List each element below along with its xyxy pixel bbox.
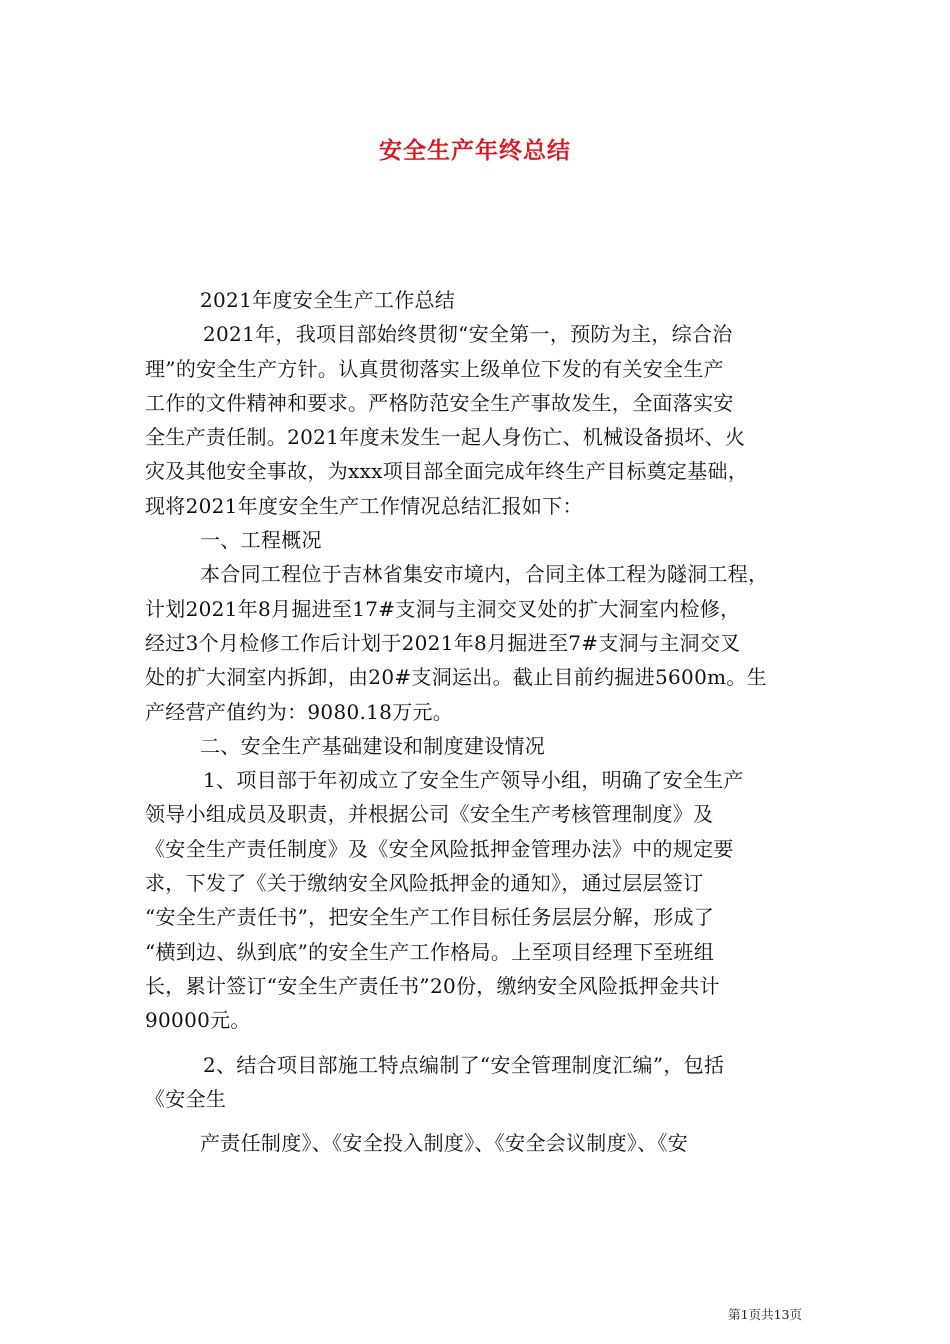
document-body bbox=[145, 283, 820, 1160]
paragraph-line: “横到边、纵到底”的安全生产工作格局。上至项目经理下至班组 bbox=[145, 939, 715, 964]
paragraph-line: 90000元。 bbox=[145, 1008, 251, 1033]
paragraph-line: 全生产责任制。2021年度未发生一起人身伤亡、机械设备损坏、火 bbox=[145, 425, 746, 450]
paragraph-line: 求，下发了《关于缴纳安全风险抵押金的通知》，通过层层签订 bbox=[145, 871, 704, 896]
paragraph-line: 《安全生产责任制度》及《安全风险抵押金管理办法》中的规定要 bbox=[145, 836, 734, 861]
paragraph-gap bbox=[145, 1038, 820, 1048]
paragraph-line: 领导小组成员及职责，并根据公司《安全生产考核管理制度》及 bbox=[145, 802, 714, 827]
paragraph-line: 产经营产值约为：9080.18万元。 bbox=[145, 699, 454, 724]
paragraph-line: 理”的安全生产方针。认真贯彻落实上级单位下发的有关安全生产 bbox=[145, 356, 724, 381]
paragraph-line: 工作的文件精神和要求。严格防范安全生产事故发生，全面落实安 bbox=[145, 390, 734, 415]
paragraph-line: 经过3个月检修工作后计划于2021年8月掘进至7#支洞与主洞交叉 bbox=[145, 630, 741, 655]
paragraph-gap bbox=[145, 1116, 820, 1126]
paragraph-line: 计划2021年8月掘进至17#支洞与主洞交叉处的扩大洞室内检修， bbox=[145, 596, 741, 621]
paragraph-line: 1、项目部于年初成立了安全生产领导小组，明确了安全生产 bbox=[203, 768, 744, 793]
paragraph-line: 2、结合项目部施工特点编制了“安全管理制度汇编”，包括 bbox=[203, 1052, 725, 1077]
paragraph-line: 2021年，我项目部始终贯彻“安全第一，预防为主，综合治 bbox=[203, 322, 733, 347]
paragraph-line: 《安全生 bbox=[145, 1086, 227, 1111]
paragraph-line: 产责任制度》、《安全投入制度》、《安全会议制度》、《安 bbox=[200, 1131, 689, 1156]
paragraph-line: 本合同工程位于吉林省集安市境内，合同主体工程为隧洞工程， bbox=[200, 562, 769, 587]
paragraph-line: “安全生产责任书”，把安全生产工作目标任务层层分解，形成了 bbox=[145, 905, 715, 930]
section-heading: 2021年度安全生产工作总结 bbox=[200, 288, 456, 312]
paragraph-line: 灾及其他安全事故，为xxx项目部全面完成年终生产目标奠定基础， bbox=[145, 459, 749, 484]
section-heading: 二、安全生产基础建设和制度建设情况 bbox=[200, 733, 546, 758]
document-title: 安全生产年终总结 bbox=[379, 138, 571, 164]
section-heading: 一、工程概况 bbox=[200, 528, 322, 553]
paragraph-line: 现将2021年度安全生产工作情况总结汇报如下： bbox=[145, 493, 583, 518]
paragraph-line: 长，累计签订“安全生产责任书”20份，缴纳安全风险抵押金共计 bbox=[145, 973, 720, 998]
page-number: 第1页共13页 bbox=[728, 1307, 802, 1322]
paragraph-line: 处的扩大洞室内拆卸，由20#支洞运出。截止目前约掘进5600m。生 bbox=[145, 665, 767, 690]
